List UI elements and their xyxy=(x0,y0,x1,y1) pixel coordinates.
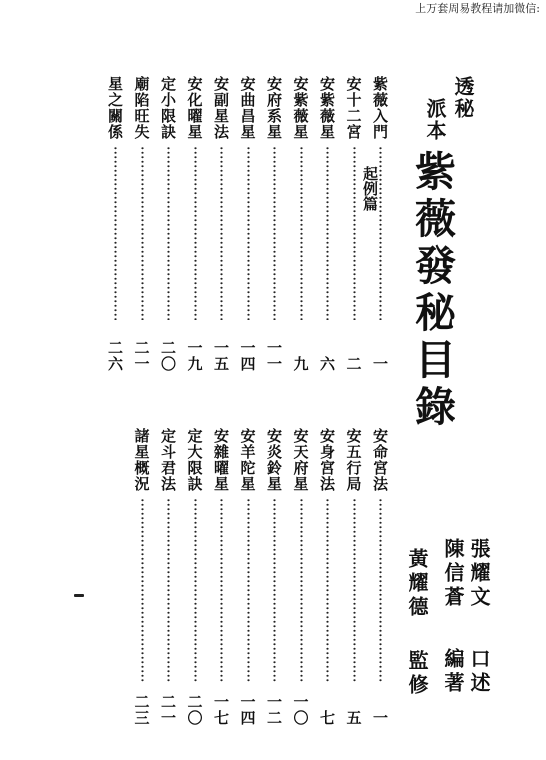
toc-entry-label: 安紫薇星 xyxy=(318,76,336,140)
toc-entry-label: 星之關係 xyxy=(106,76,124,140)
toc-entry-label: 安五行局 xyxy=(344,428,363,492)
toc-entry-label: 定小限訣 xyxy=(159,76,177,140)
toc-entry-label: 安天府星 xyxy=(291,428,310,492)
toc-entry-label: 安命宮法 xyxy=(371,428,389,492)
toc-entry-page: 一九 xyxy=(185,340,204,372)
toc-leader-dots xyxy=(273,498,276,682)
toc-entry-page: 一四 xyxy=(238,340,257,372)
toc-entry-label: 安紫薇星 xyxy=(291,76,310,140)
toc-leader-dots xyxy=(141,146,144,320)
toc-entry-label: 安炎鈴星 xyxy=(265,428,283,492)
toc-leader-dots xyxy=(300,498,303,682)
toc-leader-dots xyxy=(353,498,356,682)
toc-entry-page: 一四 xyxy=(238,694,257,726)
toc-leader-dots xyxy=(326,146,329,320)
stray-ink-mark xyxy=(74,594,84,597)
toc-leader-dots xyxy=(326,498,329,682)
toc-leader-dots xyxy=(167,146,170,320)
toc-entry-page: 七 xyxy=(318,710,336,726)
toc-leader-dots xyxy=(220,498,223,682)
toc-entry-page: 二一 xyxy=(132,340,151,372)
toc-entry-label: 安身宮法 xyxy=(318,428,336,492)
toc-entry-page: 一一 xyxy=(265,340,283,372)
author-name-2: 陳信蒼 xyxy=(441,538,465,610)
toc-leader-dots xyxy=(220,146,223,320)
toc-entry-label: 紫薇入門 xyxy=(371,76,389,140)
toc-entry-label: 安十二宮 xyxy=(344,76,363,140)
toc-leader-dots xyxy=(247,498,250,682)
toc-entry-page: 二 xyxy=(344,356,363,372)
author-role-1: 口述 xyxy=(467,648,491,696)
subtitle-col-1: 透秘 xyxy=(451,76,475,120)
toc-entry-label: 安副星法 xyxy=(212,76,230,140)
toc-entry-page: 一七 xyxy=(212,694,230,726)
header-note: 上万套周易教程请加微信: xyxy=(415,2,540,15)
toc-entry-label: 定斗君法 xyxy=(159,428,177,492)
author-role-2: 編著 xyxy=(441,648,465,696)
toc-leader-dots xyxy=(247,146,250,320)
toc-leader-dots xyxy=(167,498,170,682)
author-name-3: 黃耀德 xyxy=(405,548,429,620)
toc-entry-page: 一 xyxy=(371,710,389,726)
toc-leader-dots xyxy=(353,146,356,320)
toc-entry-page: 五 xyxy=(344,710,363,726)
toc-entry-page: 二一 xyxy=(159,694,177,726)
toc-entry-page: 六 xyxy=(318,356,336,372)
toc-leader-dots xyxy=(379,146,382,320)
author-name-1: 張耀文 xyxy=(467,538,491,610)
subtitle-col-2: 派本 xyxy=(423,98,447,142)
page-title: 紫薇發秘目錄 xyxy=(408,150,456,432)
toc-entry-label: 安府系星 xyxy=(265,76,283,140)
toc-entry-page: 一〇 xyxy=(291,694,310,726)
toc-entry-page: 一二 xyxy=(265,694,283,726)
section-label: 起例篇 xyxy=(361,166,379,211)
toc-leader-dots xyxy=(194,498,197,682)
toc-entry-page: 二三 xyxy=(132,694,151,726)
toc-entry-label: 安羊陀星 xyxy=(238,428,257,492)
toc-entry-page: 一 xyxy=(371,356,389,372)
toc-leader-dots xyxy=(194,146,197,320)
toc-entry-label: 諸星概況 xyxy=(132,428,151,492)
toc-leader-dots xyxy=(273,146,276,320)
toc-entry-label: 安曲昌星 xyxy=(238,76,257,140)
toc-entry-page: 二六 xyxy=(106,340,124,372)
toc-leader-dots xyxy=(141,498,144,682)
toc-entry-label: 安雜曜星 xyxy=(212,428,230,492)
author-role-3: 監修 xyxy=(405,650,429,698)
toc-entry-page: 九 xyxy=(291,356,310,372)
toc-entry-page: 二〇 xyxy=(159,340,177,372)
toc-entry-label: 安化曜星 xyxy=(185,76,204,140)
toc-entry-page: 二〇 xyxy=(185,694,204,726)
toc-leader-dots xyxy=(114,146,117,320)
toc-entry-page: 一五 xyxy=(212,340,230,372)
toc-leader-dots xyxy=(300,146,303,320)
toc-entry-label: 廟陷旺失 xyxy=(132,76,151,140)
toc-entry-label: 定大限訣 xyxy=(185,428,204,492)
toc-leader-dots xyxy=(379,498,382,682)
